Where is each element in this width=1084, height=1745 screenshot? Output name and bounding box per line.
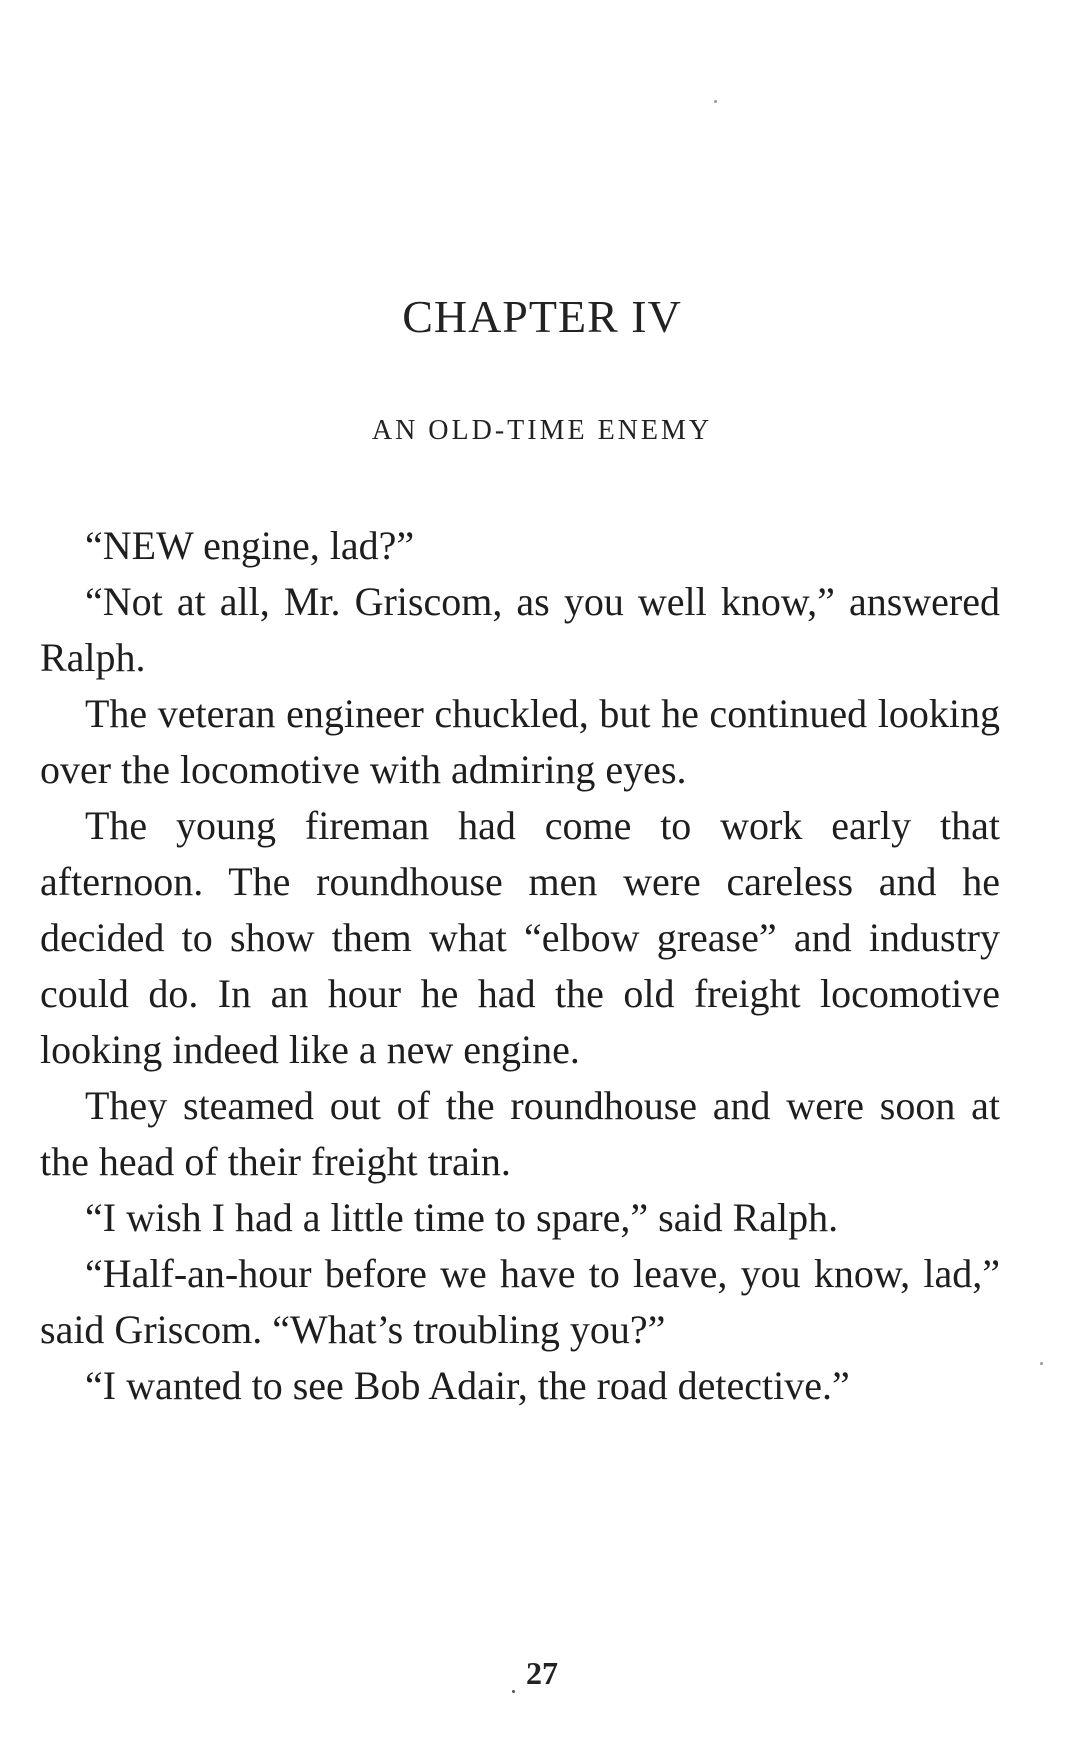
page-number: 27: [526, 1655, 558, 1691]
paragraph: “Half-an-hour before we have to leave, you know, lad,” said Griscom. “What’s troubling you?”: [40, 1251, 1000, 1352]
paragraph: They steamed out of the roundhouse and were soon at the head of their freight train.: [40, 1083, 1000, 1184]
paragraph: “NEW engine, lad?”: [85, 523, 415, 568]
chapter-title: CHAPTER IV: [402, 291, 682, 342]
scan-speck: [1040, 1362, 1043, 1365]
scan-speck: [714, 100, 717, 103]
chapter-subtitle: AN OLD-TIME ENEMY: [371, 415, 713, 446]
paragraph: “I wanted to see Bob Adair, the road detective.”: [85, 1363, 850, 1408]
scan-speck: [512, 1690, 515, 1693]
paragraph: “I wish I had a little time to spare,” said Ralph.: [85, 1195, 839, 1240]
paragraph: The young fireman had come to work early that afternoon. The roundhouse men were careless and he decided to show them what “elbow grease” and industry could do. In an hour he had the old freight locomotive looking indeed like a new engine.: [40, 803, 1000, 1072]
paragraph: “Not at all, Mr. Griscom, as you well know,” answered Ralph.: [40, 579, 1000, 680]
body-text: [40, 518, 1000, 1414]
paragraph: The veteran engineer chuckled, but he continued looking over the locomotive with admiring eyes.: [40, 691, 1000, 792]
